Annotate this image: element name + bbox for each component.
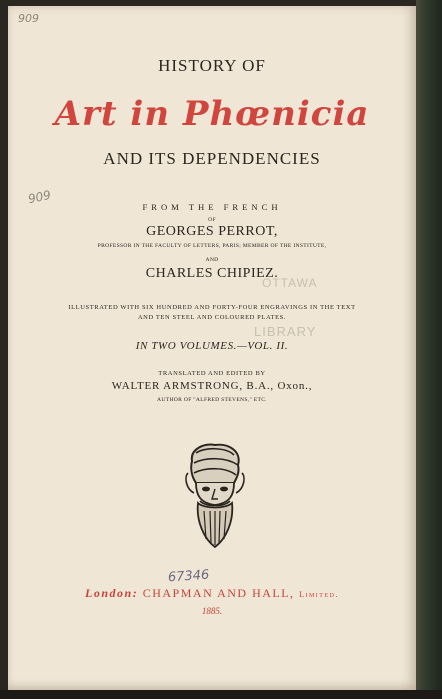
publisher-name: CHAPMAN AND HALL, [142, 586, 295, 600]
and-label: AND [205, 257, 219, 263]
title-line-3: AND ITS DEPENDENCIES [103, 149, 321, 168]
volumes: IN TWO VOLUMES.—VOL. II. [135, 340, 289, 352]
bottom-edge [0, 690, 442, 699]
pencil-mark-margin: 909 [26, 187, 53, 207]
title-line-1: HISTORY OF [158, 56, 266, 75]
publisher-suffix: Limited. [299, 590, 339, 599]
pencil-accession-number: 67346 [167, 567, 210, 586]
illustrated-line-2: AND TEN STEEL AND COLOURED PLATES. [137, 314, 287, 321]
from-the-french: FROM THE FRENCH [142, 202, 282, 212]
author1-credentials: PROFESSOR IN THE FACULTY OF LETTERS, PARIS; MEMBER OF THE INSTITUTE, [97, 243, 327, 249]
of-label: OF [208, 217, 216, 223]
library-stamp-top: OTTAWA [262, 276, 318, 290]
author2-name: CHARLES CHIPIEZ. [145, 266, 279, 281]
illustrated-line-1: ILLUSTRATED WITH SIX HUNDRED AND FORTY-FOUR ENGRAVINGS IN THE TEXT [68, 304, 356, 311]
publisher-line [8, 586, 416, 601]
translated-by: TRANSLATED AND EDITED BY [158, 370, 266, 377]
bearded-head-ornament [182, 443, 248, 551]
title-line-2: Art in Phœnicia [54, 94, 370, 134]
title-page [8, 6, 416, 690]
publisher-city: London: [85, 586, 139, 600]
pencil-mark-top: 909 [18, 12, 39, 25]
publication-year: 1885. [201, 606, 223, 616]
library-stamp-bottom: LIBRARY [254, 324, 317, 339]
author1-name: GEORGES PERROT, [146, 224, 278, 239]
translator-name: WALTER ARMSTRONG, B.A., Oxon., [111, 380, 313, 392]
translator-credentials: AUTHOR OF "ALFRED STEVENS," ETC. [157, 397, 267, 403]
book-spine-edge [416, 0, 442, 699]
